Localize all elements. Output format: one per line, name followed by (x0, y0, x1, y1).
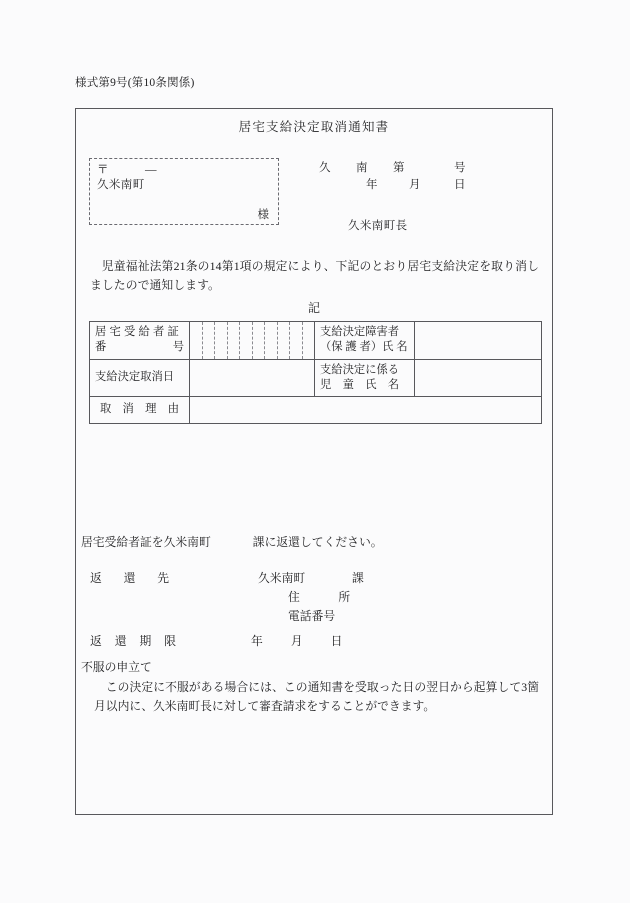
digit-cell[interactable] (240, 322, 253, 359)
return-destination-block (90, 569, 510, 626)
return-destination-town: 久米南町 (258, 571, 306, 585)
postal-mark-icon: 〒 (97, 164, 109, 176)
receipt-number-input[interactable] (190, 322, 315, 360)
digit-cell[interactable] (203, 322, 216, 359)
return-deadline-row (90, 632, 342, 649)
child-name-label-line1: 支給決定に係る (320, 363, 400, 376)
receipt-number-label (90, 322, 190, 360)
addressee-honorific: 様 (257, 209, 269, 221)
return-notice-text-a: 居宅受給者証を久米南町 (81, 535, 211, 549)
deadline-month-label: 月 (290, 634, 303, 648)
cancellation-date-label: 支給決定取消日 (90, 359, 190, 397)
digit-cell[interactable] (278, 322, 291, 359)
document-number-unit: 号 (454, 162, 466, 174)
beneficiary-name-label (315, 322, 415, 360)
receipt-number-label-line2 (95, 340, 184, 355)
return-destination-row (90, 569, 510, 588)
return-notice-text-b: 課に返還してください。 (252, 535, 383, 549)
deadline-year-label: 年 (251, 634, 263, 648)
return-destination-section: 課 (352, 571, 364, 585)
document-number-label: 久 南 第 (319, 162, 412, 174)
return-notice (81, 533, 383, 550)
return-phone-row (90, 607, 510, 626)
document-meta (304, 159, 534, 193)
ki-marker: 記 (307, 301, 320, 315)
digit-cell[interactable] (303, 322, 315, 359)
receipt-number-label-line1: 居宅受給者証 (95, 326, 182, 338)
postal-code-line (97, 161, 157, 177)
decision-table (89, 321, 542, 424)
document-title: 居宅支給決定取消通知書 (238, 120, 390, 134)
return-address-row (90, 588, 510, 607)
digit-cell[interactable] (228, 322, 241, 359)
return-phone-label: 電話番号 (288, 609, 336, 623)
document-number-line (304, 159, 534, 176)
form-sheet (75, 108, 553, 815)
beneficiary-name-label-line2: （保 護 者）氏 名 (320, 341, 408, 354)
beneficiary-name-label-line1: 支給決定障害者 (320, 326, 400, 338)
digit-cell[interactable] (215, 322, 228, 359)
table-row (90, 397, 542, 424)
deadline-day-label: 日 (330, 634, 343, 648)
cancellation-date-input[interactable] (190, 359, 315, 397)
digit-cell[interactable] (265, 322, 278, 359)
child-name-label (315, 359, 415, 397)
return-deadline-label: 返 還 期 限 (90, 634, 182, 648)
addressee-box (89, 158, 279, 225)
date-year-label: 年 (366, 179, 378, 191)
digit-cell[interactable] (253, 322, 266, 359)
return-destination-label: 返 還 先 (90, 571, 174, 585)
digit-cell[interactable] (290, 322, 303, 359)
date-day-label: 日 (454, 179, 466, 191)
addressee-town: 久米南町 (97, 179, 145, 191)
document-date-line (304, 176, 534, 193)
appeal-section (81, 659, 539, 715)
table-row (90, 322, 542, 360)
digit-cell[interactable] (190, 322, 203, 359)
beneficiary-name-input[interactable] (415, 322, 542, 360)
form-number: 様式第9号(第10条関係) (75, 77, 195, 89)
child-name-label-line2: 児 童 氏 名 (320, 378, 400, 391)
return-address-label: 住 所 (288, 590, 356, 604)
cancellation-reason-label: 取 消 理 由 (90, 397, 190, 424)
table-row (90, 359, 542, 397)
cancellation-reason-input[interactable] (190, 397, 542, 424)
receipt-number-label-gou: 号 (172, 341, 184, 354)
issuer-name: 久米南町長 (348, 220, 408, 232)
digit-grid (190, 322, 314, 359)
receipt-number-label-ban: 番 (95, 341, 107, 354)
appeal-heading: 不服の申立て (81, 660, 152, 674)
appeal-body: この決定に不服がある場合には、この通知書を受取った日の翌日から起算して3箇月以内に、久米南町長に対して審査請求をすることができます。 (94, 679, 539, 713)
child-name-input[interactable] (415, 359, 542, 397)
statement-paragraph: 児童福祉法第21条の14第1項の規定により、下記のとおり居宅支給決定を取り消しましたので通知します。 (90, 259, 539, 293)
postal-dash: ― (145, 164, 157, 176)
date-month-label: 月 (409, 179, 421, 191)
